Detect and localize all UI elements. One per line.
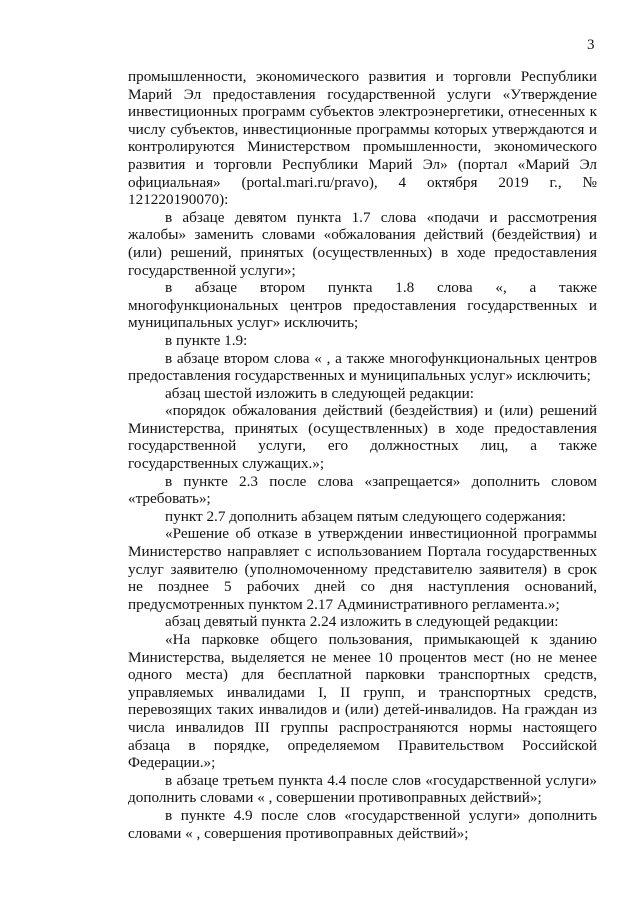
paragraph-quote-parking: «На парковке общего пользования, примыкающей к зданию Министерства, выделяется не менее 10 процентов мест (но не менее одного места) для бесплатной парковки транспортных средств, управляемых инвалидами I, II групп, и транспортных средств, перевозящих таких инвалидов и (или) детей-инвалидов. На граждан из числа инвалидов III группы распространяются нормы настоящего абзаца в порядке, определяемом Правительством Российской Федерации.»;	[128, 631, 597, 772]
paragraph-item-4-9: в пункте 4.9 после слов «государственной услуги» дополнить словами « , совершения противоправных действий»;	[128, 806, 597, 842]
paragraph-item-2-7: пункт 2.7 дополнить абзацем пятым следующего содержания:	[165, 507, 566, 525]
paragraph-item-1-9: в пункте 1.9:	[165, 331, 248, 349]
paragraph-item-2-3: в пункте 2.3 после слова «запрещается» дополнить словом «требовать»;	[128, 472, 597, 508]
paragraph-item-4-4: в абзаце третьем пункта 4.4 после слов «государственной услуги» дополнить словами « , совершении противоправных действий»;	[128, 771, 597, 807]
paragraph-item-2-24: абзац девятый пункта 2.24 изложить в следующей редакции:	[165, 613, 559, 631]
paragraph-item-1-7: в абзаце девятом пункта 1.7 слова «подачи и рассмотрения жалобы» заменить словами «обжалования действий (бездействия) и (или) решений, принятых (осуществленных) в ходе предоставления государственной услуги»;	[128, 208, 597, 279]
paragraph-item-1-8: в абзаце втором пункта 1.8 слова «, а также многофункциональных центров предоставления государственных и муниципальных услуг» исключить;	[128, 279, 597, 332]
page-number: 3	[587, 37, 595, 53]
paragraph-intro: промышленности, экономического развития и торговли Республики Марий Эл предоставления государственной услуги «Утверждение инвестиционных программ субъектов электроэнергетики, отнесенных к числу субъектов, инвестиционные программы которых утверждаются и контролируются Министерством промышленности, экономического развития и торговли Республики Марий Эл» (портал «Марий Эл официальная» (portal.mari.ru/pravo), 4 октября 2019 г., № 121220190070):	[128, 68, 597, 209]
paragraph-item-1-9-sixth: абзац шестой изложить в следующей редакции:	[165, 384, 474, 402]
paragraph-quote-refusal: «Решение об отказе в утверждении инвестиционной программы Министерство направляет с использованием Портала государственных услуг заявителю (уполномоченному представителю заявителя) в срок не позднее 5 рабочих дней со дня наступления оснований, предусмотренных пунктом 2.17 Административного регламента.»;	[128, 525, 597, 613]
paragraph-item-1-9-second: в абзаце втором слова « , а также многофункциональных центров предоставления государственных и муниципальных услуг» исключить;	[128, 349, 597, 385]
paragraph-quote-appeal: «порядок обжалования действий (бездействия) и (или) решений Министерства, принятых (осуществленных) в ходе предоставления государственной услуги, его должностных лиц, а также государственных служащих.»;	[128, 402, 597, 473]
document-body	[128, 68, 597, 842]
